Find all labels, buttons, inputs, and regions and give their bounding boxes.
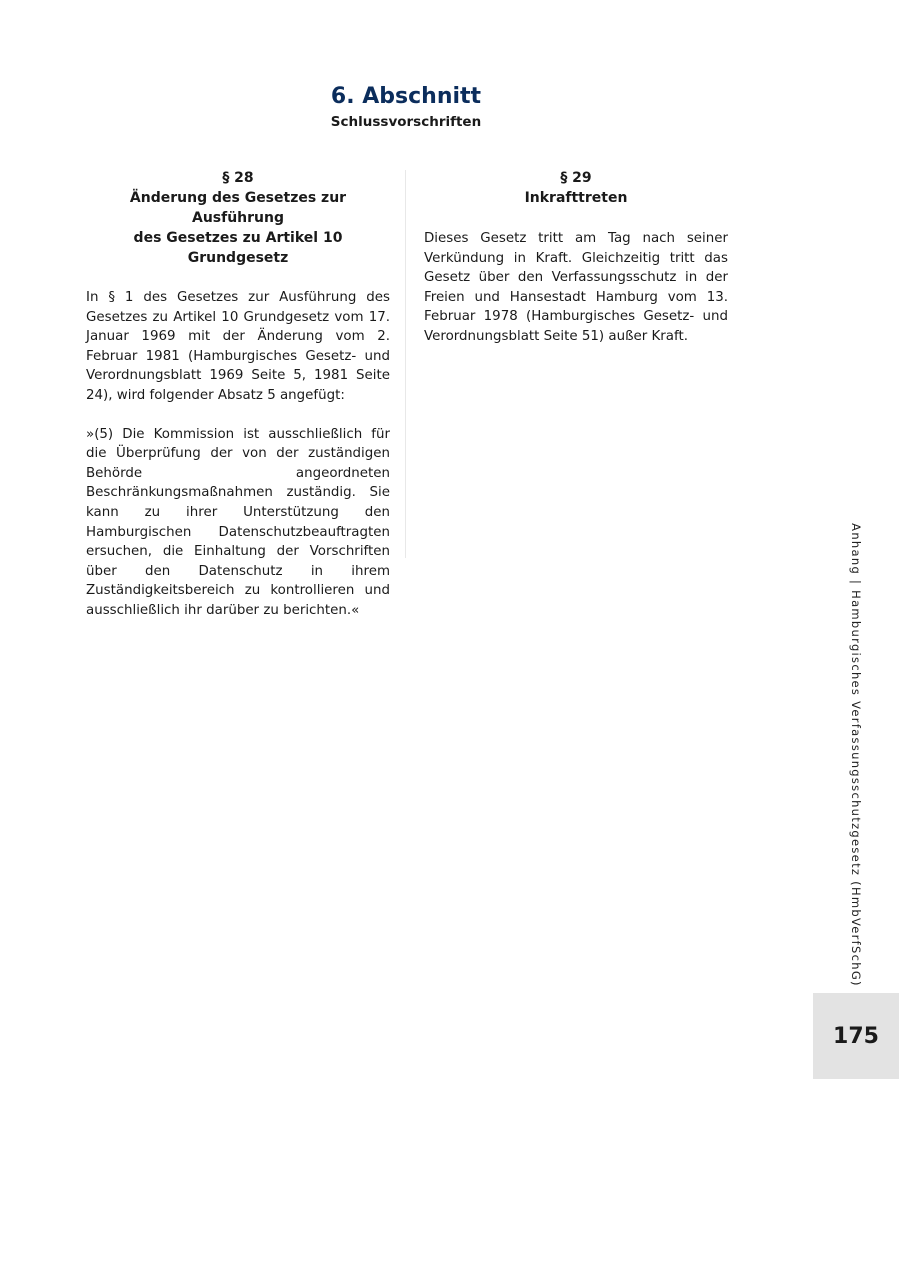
- paragraph-28-body-1: In § 1 des Gesetzes zur Ausführung des Gesetzes zu Artikel 10 Grundgesetz vom 17. Januar 1969 mit der Änderung vom 2. Februar 1981 (Hamburgisches Gesetz- und Verordnungsblatt 1969 Seite 5, 1981 Seite 24), wird folgender Absatz 5 angefügt:: [86, 290, 390, 403]
- paragraph-29-column: [424, 168, 728, 347]
- paragraph-28-column: [86, 168, 390, 621]
- paragraph-29-heading: Inkrafttreten: [524, 190, 628, 206]
- page-number: 175: [833, 1023, 879, 1049]
- page-number-tab: [813, 993, 899, 1079]
- paragraph-29-number: § 29: [560, 170, 592, 186]
- paragraph-28-heading-line1: Änderung des Gesetzes zur Ausführung: [129, 190, 347, 226]
- side-running-label: Anhang | Hamburgisches Verfassungsschutzgesetz (HmbVerfSchG): [849, 523, 863, 987]
- paragraph-29-body: Dieses Gesetz tritt am Tag nach seiner Verkündung in Kraft. Gleichzeitig tritt das Gesetz über den Verfassungsschutz in der Freien und Hansestadt Hamburg vom 13. Februar 1978 (Hamburgisches Gesetz- und Verordnungsblatt Seite 51) außer Kraft.: [424, 231, 728, 344]
- section-subtitle: Schlussvorschriften: [330, 114, 482, 130]
- column-divider: [405, 170, 406, 558]
- paragraph-28-number: § 28: [222, 170, 254, 186]
- section-heading: [0, 82, 812, 131]
- paragraph-28-heading-line2: des Gesetzes zu Artikel 10 Grundgesetz: [133, 230, 343, 266]
- section-title: 6. Abschnitt: [330, 84, 482, 109]
- paragraph-28-body-2: »(5) Die Kommission ist ausschließlich für die Überprüfung der von der zuständigen Behörde angeordneten Beschränkungsmaßnahmen zuständig. Sie kann zu ihrer Unterstützung den Hamburgischen Datenschutzbeauftragten ersuchen, die Einhaltung der Vorschriften über den Datenschutz in ihrem Zuständigkeitsbereich zu kontrollieren und ausschließlich ihr darüber zu berichten.«: [86, 426, 390, 618]
